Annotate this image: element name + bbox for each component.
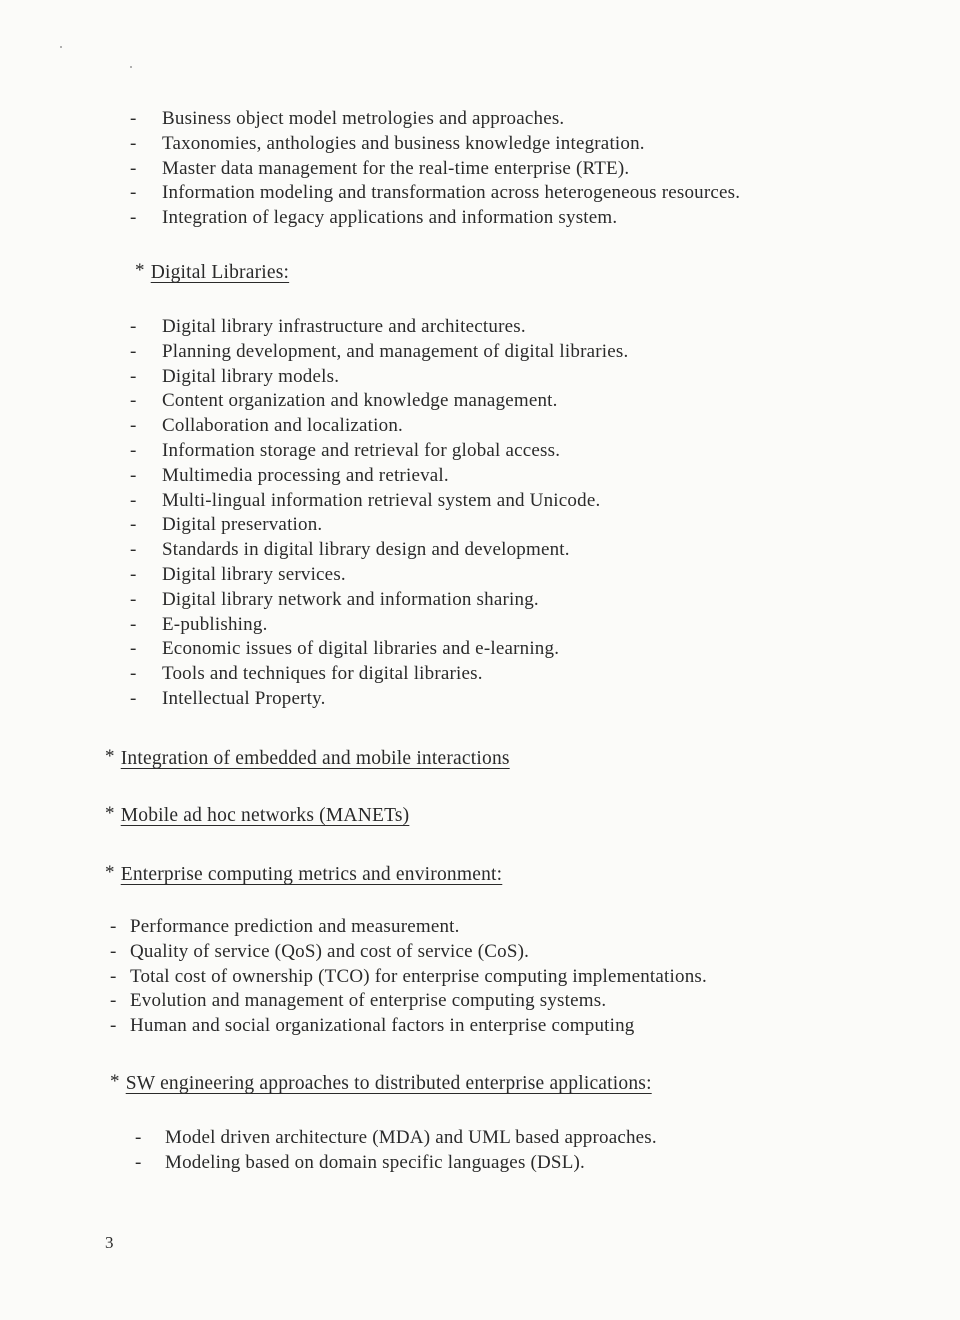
list-sw-engineering xyxy=(135,1126,657,1176)
list-item: - Economic issues of digital libraries and e-learning. xyxy=(130,638,560,660)
list-item: - Performance prediction and measurement. xyxy=(110,916,460,937)
list-item: - Digital library network and information sharing. xyxy=(130,588,539,610)
scan-speck xyxy=(60,46,62,48)
list-digital-libraries xyxy=(130,315,628,712)
list-item: - Human and social organizational factors in enterprise computing xyxy=(110,1015,635,1037)
list-item: - Multi-lingual information retrieval system and Unicode. xyxy=(130,489,601,511)
list-item: - Information storage and retrieval for global access. xyxy=(130,439,561,461)
list-item: - Content organization and knowledge management. xyxy=(130,390,558,412)
list-item: - Quality of service (QoS) and cost of service (CoS). xyxy=(110,940,530,962)
section-heading-enterprise-computing: * Enterprise computing metrics and environment: xyxy=(105,862,503,885)
list-item: - Evolution and management of enterprise computing systems. xyxy=(110,990,607,1012)
list-item: - E-publishing. xyxy=(130,613,268,635)
list-item: - Intellectual Property. xyxy=(130,687,326,709)
list-item: - Model driven architecture (MDA) and UML based approaches. xyxy=(135,1127,657,1148)
list-enterprise-computing xyxy=(110,915,707,1039)
list-item: - Digital preservation. xyxy=(130,514,323,536)
page-number: 3 xyxy=(105,1233,114,1252)
list-item: - Total cost of ownership (TCO) for enterprise computing implementations. xyxy=(110,965,707,987)
section-heading-manets: * Mobile ad hoc networks (MANETs) xyxy=(105,803,410,826)
section-heading-digital-libraries: * Digital Libraries: xyxy=(135,260,290,283)
list-item: - Modeling based on domain specific languages (DSL). xyxy=(135,1151,585,1173)
list-item: - Tools and techniques for digital libraries. xyxy=(130,663,483,685)
scan-speck xyxy=(130,66,132,68)
list-item: - Standards in digital library design and development. xyxy=(130,539,570,561)
list-item: - Multimedia processing and retrieval. xyxy=(130,464,449,486)
list-item: - Collaboration and localization. xyxy=(130,415,403,437)
list-item: - Information modeling and transformation across heterogeneous resources. xyxy=(130,182,741,204)
list-top xyxy=(130,107,740,231)
list-item: - Integration of legacy applications and information system. xyxy=(130,207,618,229)
list-item: - Digital library services. xyxy=(130,563,346,585)
list-item: - Business object model metrologies and approaches. xyxy=(130,108,565,129)
list-item: - Digital library infrastructure and architectures. xyxy=(130,316,526,337)
list-item: - Taxonomies, anthologies and business knowledge integration. xyxy=(130,132,645,154)
section-heading-sw-engineering: * SW engineering approaches to distributed enterprise applications: xyxy=(110,1071,652,1094)
list-item: - Planning development, and management of digital libraries. xyxy=(130,340,629,362)
section-heading-embedded-mobile: * Integration of embedded and mobile interactions xyxy=(105,746,510,769)
list-item: - Master data management for the real-time enterprise (RTE). xyxy=(130,157,630,179)
list-item: - Digital library models. xyxy=(130,365,340,387)
